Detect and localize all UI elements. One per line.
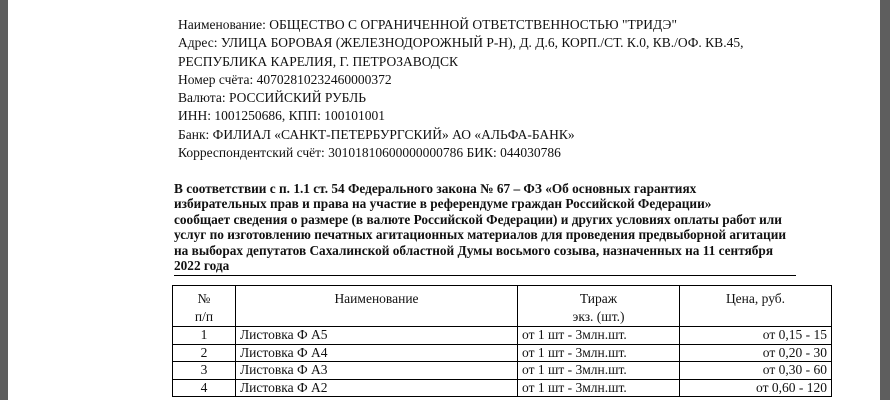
row-name: Листовка Ф А3 <box>236 362 518 380</box>
row-price: от 0,15 - 15 <box>680 327 832 345</box>
header-tirazh <box>518 286 680 327</box>
row-tirazh: от 1 шт - 3млн.шт. <box>518 344 680 362</box>
header-number-pp: п/п <box>194 309 214 324</box>
notice-line: избирательных прав и права на участие в референдуме граждан Российской Федерации» <box>174 196 712 212</box>
notice-underline <box>174 275 796 276</box>
bank-requisites <box>178 16 818 162</box>
correspondent-account: Корреспондентский счёт: 30101810600000000786 БИК: 044030786 <box>178 145 561 161</box>
address-line-2: РЕСПУБЛИКА КАРЕЛИЯ, Г. ПЕТРОЗАВОДСК <box>178 53 459 69</box>
row-price: от 0,60 - 120 <box>680 379 832 397</box>
account-number: Номер счёта: 40702810232460000372 <box>178 71 392 87</box>
notice-line: сообщает сведения о размере (в валюте Российской Федерации) и других условиях оплаты работ или <box>174 211 782 227</box>
row-tirazh: от 1 шт - 3млн.шт. <box>518 362 680 380</box>
table-row <box>173 362 832 380</box>
row-name: Листовка Ф А5 <box>236 327 518 345</box>
table-header-row <box>173 286 832 327</box>
row-number: 4 <box>173 379 236 397</box>
notice-line: В соответствии с п. 1.1 ст. 54 Федерального закона № 67 – ФЗ «Об основных гарантиях <box>174 181 697 196</box>
header-price: Цена, руб. <box>680 286 832 327</box>
currency: Валюта: РОССИЙСКИЙ РУБЛЬ <box>178 90 366 106</box>
row-number: 1 <box>173 327 236 345</box>
row-price: от 0,30 - 60 <box>680 362 832 380</box>
viewer-left-margin <box>0 0 8 400</box>
notice-line: на выборах депутатов Сахалинской областной Думы восьмого созыва, назначенных на 11 сентября <box>174 242 774 258</box>
header-number-symbol: № <box>197 291 211 306</box>
bank-name: Банк: ФИЛИАЛ «САНКТ-ПЕТЕРБУРГСКИЙ» АО «АЛЬФА-БАНК» <box>178 126 575 142</box>
row-price: от 0,20 - 30 <box>680 344 832 362</box>
inn-kpp: ИНН: 1001250686, КПП: 100101001 <box>178 108 386 124</box>
table-row <box>173 344 832 362</box>
row-name: Листовка Ф А2 <box>236 379 518 397</box>
viewer-right-margin <box>880 0 890 400</box>
document-page <box>8 0 880 400</box>
address-line-1: Адрес: УЛИЦА БОРОВАЯ (ЖЕЛЕЗНОДОРОЖНЫЙ Р-Н), Д. Д.6, КОРП./СТ. К.0, КВ./ОФ. КВ.45, <box>178 35 744 51</box>
row-name: Листовка Ф А4 <box>236 344 518 362</box>
legal-notice <box>174 181 824 276</box>
notice-line: услуг по изготовлению печатных агитационных материалов для проведения предвыборной агитации <box>174 227 787 243</box>
table-row <box>173 327 832 345</box>
price-table <box>172 285 832 397</box>
company-name: Наименование: ОБЩЕСТВО С ОГРАНИЧЕННОЙ ОТВЕТСТВЕННОСТЬЮ "ТРИДЭ" <box>178 17 677 32</box>
header-tirazh-unit: экз. (шт.) <box>572 309 625 324</box>
header-tirazh-title: Тираж <box>579 291 618 306</box>
header-number <box>173 286 236 327</box>
row-tirazh: от 1 шт - 3млн.шт. <box>518 379 680 397</box>
notice-line: 2022 года <box>174 258 230 274</box>
table-row <box>173 379 832 397</box>
row-number: 3 <box>173 362 236 380</box>
row-tirazh: от 1 шт - 3млн.шт. <box>518 327 680 345</box>
header-name: Наименование <box>236 286 518 327</box>
row-number: 2 <box>173 344 236 362</box>
